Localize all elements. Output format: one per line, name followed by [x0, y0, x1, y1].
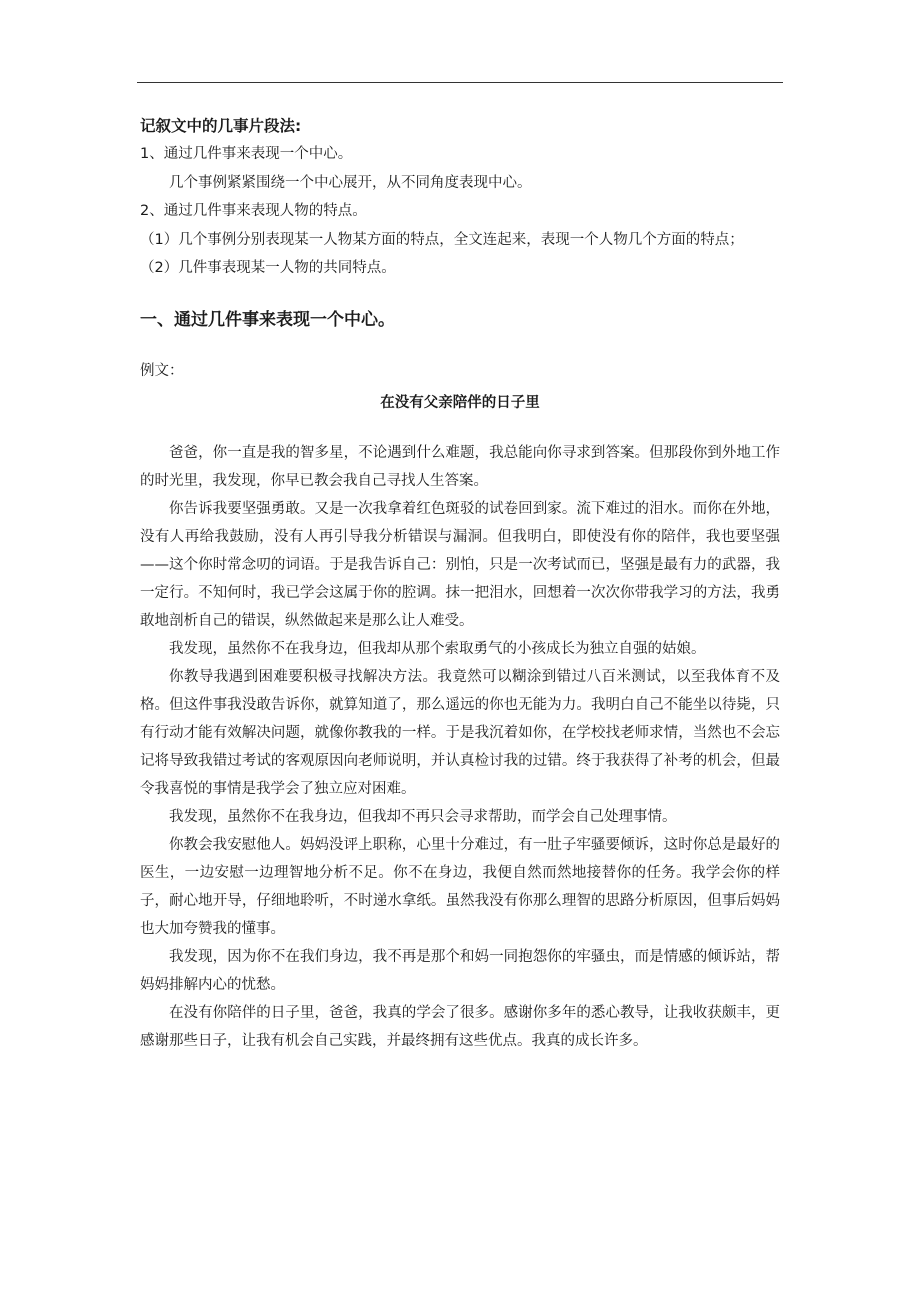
header-rule [137, 82, 783, 83]
article-body [140, 439, 780, 1055]
intro-line: （2）几件事表现某一人物的共同特点。 [140, 260, 396, 276]
example-label: 例文： [140, 362, 184, 379]
document-body [140, 112, 780, 1055]
article-paragraph: 在没有你陪伴的日子里，爸爸，我真的学会了很多。感谢你多年的悉心教导，让我收获颇丰，更感谢那些日子，让我有机会自己实践，并最终拥有这些优点。我真的成长许多。 [140, 1004, 780, 1049]
article-paragraph: 爸爸，你一直是我的智多星，不论遇到什么难题，我总能向你寻求到答案。但那段你到外地工作的时光里，我发现，你早已教会我自己寻找人生答案。 [140, 444, 780, 489]
article-paragraph: 我发现，虽然你不在我身边，但我却不再只会寻求帮助，而学会自己处理事情。 [169, 808, 677, 825]
article-paragraph: 你告诉我要坚强勇敢。又是一次我拿着红色斑驳的试卷回到家。流下难过的泪水。而你在外地，没有人再给我鼓励，没有人再引导我分析错误与漏洞。但我明白，即使没有你的陪伴，我也要坚强——这个你时常念叨的词语。于是我告诉自己：别怕，只是一次考试而已，坚强是最有力的武器，我一定行。不知何时，我已学会这属于你的腔调。抹一把泪水，回想着一次次你带我学习的方法，我勇敢地剖析自己的错误，纵然做起来是那么让人难受。 [140, 500, 780, 629]
intro-line: 1、通过几件事来表现一个中心。 [140, 146, 353, 162]
intro-line: （1）几个事例分别表现某一人物某方面的特点，全文连起来，表现一个人物几个方面的特点； [140, 231, 744, 248]
article-paragraph: 你教会我安慰他人。妈妈没评上职称，心里十分难过，有一肚子牢骚要倾诉，这时你总是最好的医生，一边安慰一边理智地分析不足。你不在身边，我便自然而然地接替你的任务。我学会你的样子，耐心地开导，仔细地聆听，不时递水拿纸。虽然我没有你那么理智的思路分析原因，但事后妈妈也大加夸赞我的懂事。 [140, 836, 780, 937]
document-heading: 记叙文中的几事片段法: [140, 117, 302, 135]
article-title: 在没有父亲陪伴的日子里 [380, 394, 540, 411]
article-paragraph: 我发现，虽然你不在我身边，但我却从那个索取勇气的小孩成长为独立自强的姑娘。 [169, 640, 706, 657]
article-paragraph: 你教导我遇到困难要积极寻找解决方法。我竟然可以糊涂到错过八百米测试，以至我体育不及格。但这件事我没敢告诉你，就算知道了，那么遥远的你也无能为力。我明白自己不能坐以待毙，只有行动才能有效解决问题，就像你教我的一样。于是我沉着如你，在学校找老师求情，当然也不会忘记将导致我错过考试的客观原因向老师说明，并认真检讨我的过错。终于我获得了补考的机会，但最令我喜悦的事情是我学会了独立应对困难。 [140, 668, 780, 797]
intro-line: 几个事例紧紧围绕一个中心展开，从不同角度表现中心。 [169, 174, 532, 191]
intro-list [140, 140, 780, 283]
article-paragraph: 我发现，因为你不在我们身边，我不再是那个和妈一同抱怨你的牢骚虫，而是情感的倾诉站，帮妈妈排解内心的忧愁。 [140, 948, 780, 993]
section-title: 一、通过几件事来表现一个中心。 [140, 309, 395, 330]
intro-line: 2、通过几件事来表现人物的特点。 [140, 203, 367, 219]
